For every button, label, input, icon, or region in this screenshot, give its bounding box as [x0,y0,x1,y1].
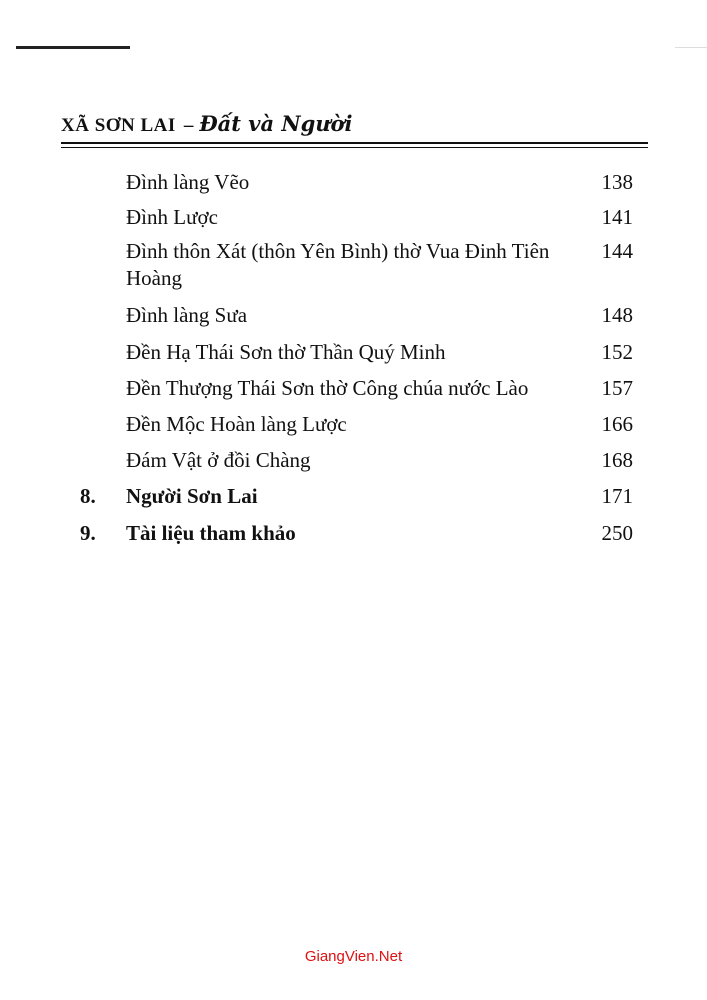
header-rule-thick [61,142,648,144]
header-subtitle: Đất và Người [199,111,353,136]
toc-entry-title: Đình làng Sưa [126,303,248,327]
toc-entry-number: 8. [80,484,96,508]
toc-entry [0,302,633,332]
toc-entry-page: 168 [601,448,633,472]
toc-entry-page: 144 [601,239,633,263]
header-rule-thin [61,147,648,148]
toc-entry-number: 9. [80,521,96,545]
toc-entry-title: Người Sơn Lai [126,484,258,508]
toc-entry-title: Đình Lược [126,205,218,229]
toc-entry [0,169,633,199]
toc-entry [0,411,633,441]
toc-entry-title: Đền Hạ Thái Sơn thờ Thần Quý Minh [126,340,446,364]
toc-entry-page: 157 [601,376,633,400]
footer-watermark: GiangVien.Net [304,948,403,965]
toc-entry [0,520,633,550]
toc-entry-page: 166 [601,412,633,436]
toc-entry-page: 141 [601,205,633,229]
toc-entry [0,483,633,513]
top-decorative-bar [16,46,130,49]
toc-entry-title: Đình thôn Xát (thôn Yên Bình) thờ Vua Đinh Tiên Hoàng [126,239,550,290]
header-separator: – [183,115,194,136]
toc-entry-title: Đám Vật ở đồi Chàng [126,448,311,472]
top-right-mark [675,47,707,48]
header-title: XÃ SƠN LAI [61,115,176,136]
toc-entry [0,375,633,405]
toc-entry-title: Đền Mộc Hoàn làng Lược [126,412,347,436]
toc-entry [0,447,633,477]
toc-entry [0,204,633,234]
toc-entry-page: 171 [601,484,633,508]
toc-entry-page: 250 [601,521,633,545]
toc-entry-page: 152 [601,340,633,364]
toc-entry-title: Đền Thượng Thái Sơn thờ Công chúa nước Lào [126,376,529,400]
running-header [61,111,353,141]
toc-entry [0,339,633,369]
toc-entry-page: 148 [601,303,633,327]
toc-entry-title: Đình làng Vẽo [126,170,250,194]
toc-entry-title: Tài liệu tham khảo [126,521,296,545]
toc-entry [0,238,633,294]
toc-entry-page: 138 [601,170,633,194]
